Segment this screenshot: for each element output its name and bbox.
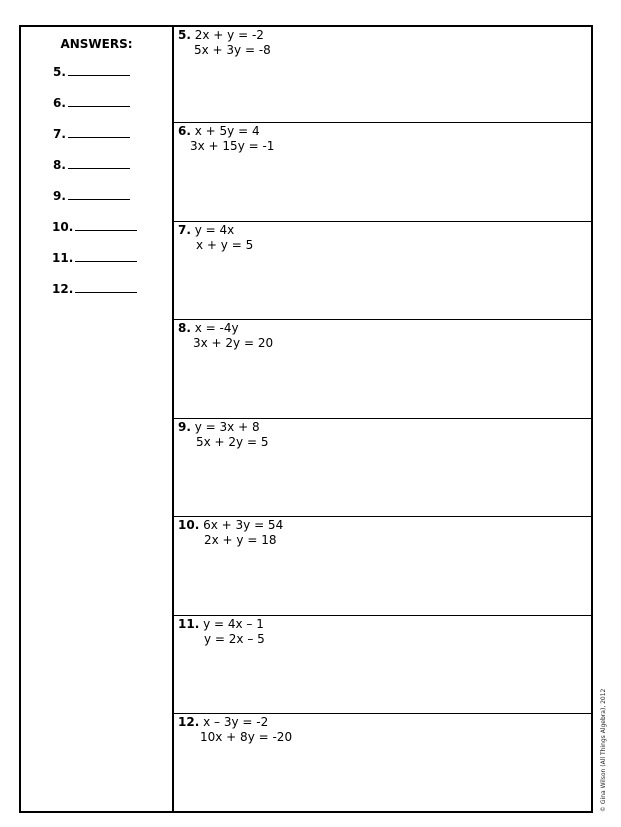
answer-row-6 (53, 94, 130, 110)
problem-6[interactable] (174, 122, 591, 221)
answer-blank[interactable] (75, 249, 137, 262)
copyright-notice: © Gina Wilson (All Things Algebra), 2012 (600, 688, 607, 812)
equation-2: 5x + 3y = -8 (194, 42, 271, 57)
answer-row-12 (52, 280, 137, 296)
problem-text (178, 223, 253, 252)
answer-blank[interactable] (68, 94, 130, 107)
answer-number: 10. (52, 220, 74, 234)
problem-text (178, 420, 268, 449)
answer-row-11 (52, 249, 137, 265)
equation-1: x – 3y = -2 (203, 715, 269, 729)
answer-blank[interactable] (68, 63, 130, 76)
problem-number: 5. (178, 28, 191, 42)
answer-number: 9. (53, 189, 66, 203)
problem-10[interactable] (174, 516, 591, 615)
equation-1: x = -4y (194, 321, 239, 335)
problem-text (178, 715, 292, 744)
answer-number: 5. (53, 65, 66, 79)
equation-1: 2x + y = -2 (194, 28, 264, 42)
problem-text (178, 518, 283, 547)
answer-blank[interactable] (68, 156, 130, 169)
problem-number: 6. (178, 124, 191, 138)
problem-7[interactable] (174, 221, 591, 320)
problem-number: 9. (178, 420, 191, 434)
problem-number: 7. (178, 223, 191, 237)
answer-row-9 (53, 187, 130, 203)
answer-number: 7. (53, 127, 66, 141)
problem-5[interactable] (174, 27, 591, 123)
equation-1: y = 4x – 1 (203, 617, 264, 631)
equation-2: 2x + y = 18 (204, 532, 277, 547)
answer-row-10 (52, 218, 137, 234)
problem-11[interactable] (174, 615, 591, 714)
answer-blank[interactable] (75, 280, 137, 293)
answers-title: ANSWERS: (60, 37, 133, 51)
equation-2: x + y = 5 (196, 237, 254, 252)
equation-2: 10x + 8y = -20 (200, 729, 293, 744)
problem-number: 8. (178, 321, 191, 335)
equation-2: y = 2x – 5 (204, 631, 265, 646)
answer-row-8 (53, 156, 130, 172)
problem-8[interactable] (174, 319, 591, 418)
answer-blank[interactable] (68, 187, 130, 200)
problem-text (178, 124, 274, 153)
answer-blank[interactable] (68, 125, 130, 138)
problems-column (174, 27, 591, 811)
answer-blank[interactable] (75, 218, 137, 231)
problem-text (178, 28, 271, 57)
equation-1: x + 5y = 4 (194, 124, 260, 138)
equation-1: y = 3x + 8 (194, 420, 260, 434)
answer-number: 6. (53, 96, 66, 110)
answer-number: 12. (52, 282, 74, 296)
problem-text (178, 321, 273, 350)
problem-text (178, 617, 265, 646)
equation-2: 3x + 15y = -1 (190, 138, 275, 153)
answer-row-7 (53, 125, 130, 141)
answer-number: 8. (53, 158, 66, 172)
equation-2: 5x + 2y = 5 (196, 434, 269, 449)
problem-12[interactable] (174, 713, 591, 811)
problem-number: 10. (178, 518, 200, 532)
equation-1: y = 4x (194, 223, 235, 237)
answer-row-5 (53, 63, 130, 79)
problem-number: 12. (178, 715, 200, 729)
equation-2: 3x + 2y = 20 (193, 335, 274, 350)
problem-number: 11. (178, 617, 200, 631)
answer-number: 11. (52, 251, 74, 265)
problem-9[interactable] (174, 418, 591, 517)
equation-1: 6x + 3y = 54 (203, 518, 284, 532)
